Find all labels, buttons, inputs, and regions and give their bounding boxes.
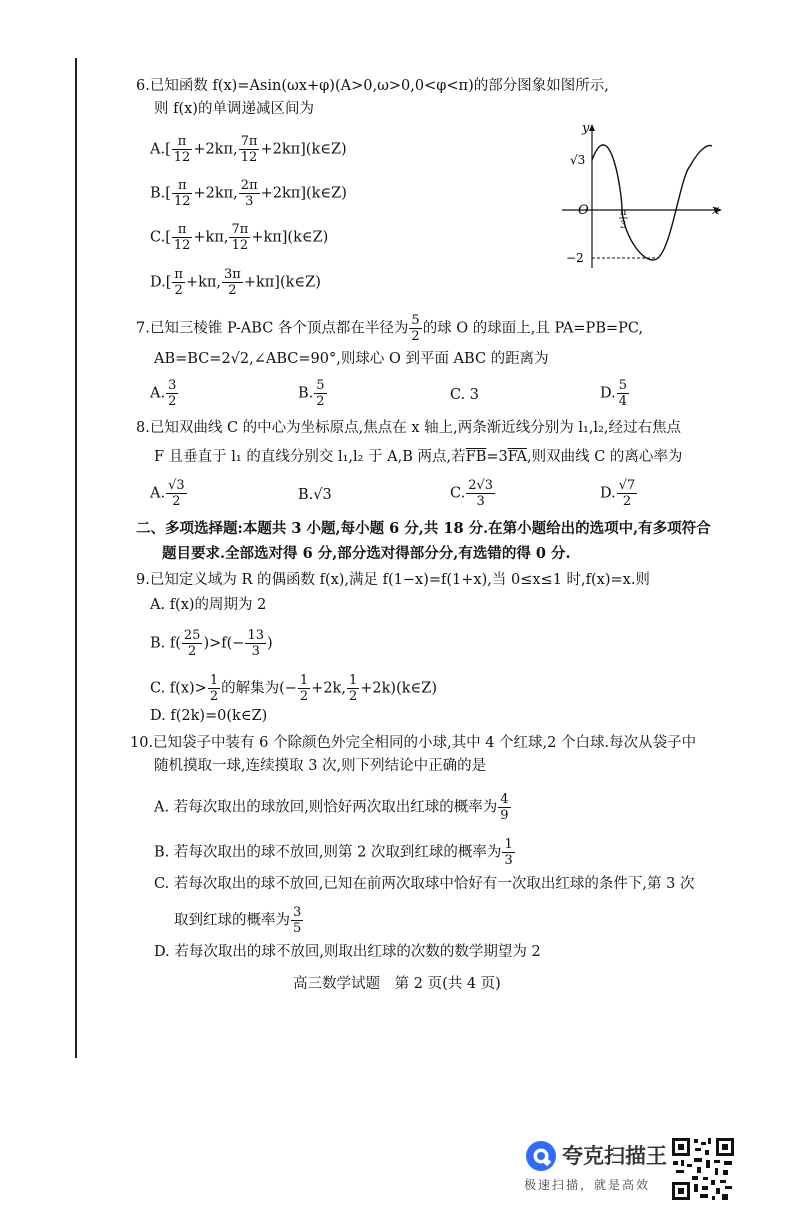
scanner-watermark: [522, 1136, 672, 1196]
q8-option-b: B.√3: [298, 487, 332, 503]
q6-stem-line2: 则 f(x)的单调递减区间为: [154, 101, 314, 117]
q7-option-a: A. $\frac{3}{2}$: [150, 378, 177, 409]
q6-option-c: C.[ $\frac{\pi}{12}$ +kπ, $\frac{7\pi}{12}$ +kπ](k∈Z): [150, 222, 329, 253]
qr-code-icon: [670, 1136, 736, 1202]
section2-heading-line1: 二、多项选择题:本题共 3 小题,每小题 6 分,共 18 分.在第小题给出的选项中,有多项符合: [136, 520, 711, 537]
y-axis-arrow-icon: [589, 124, 595, 131]
q7-option-c: C. 3: [450, 387, 480, 403]
q9-stem: 9.已知定义域为 R 的偶函数 f(x),满足 f(1−x)=f(1+x),当 0≤x≤1 时,f(x)=x.则: [136, 572, 650, 588]
q9-option-b: B. f( $\frac{25}{2}$ )>f(− $\frac{13}{3}$ ): [150, 628, 273, 659]
q10-option-a: A. 若每次取出的球放回,则恰好两次取出红球的概率为 $\frac{4}{9}$: [154, 792, 509, 823]
q9-option-a: A. f(x)的周期为 2: [150, 597, 267, 613]
q7-stem-line1: 7.已知三棱锥 P-ABC 各个顶点都在半径为 $\frac{5}{2}$ 的球 O 的球面上,且 PA=PB=PC,: [136, 313, 644, 344]
q6-option-b: B.[ $\frac{\pi}{12}$ +2kπ, $\frac{2\pi}{3}$ +2kπ](k∈Z): [150, 178, 347, 209]
q10-option-d: D. 若每次取出的球不放回,则取出红球的次数的数学期望为 2: [154, 944, 541, 960]
q10-stem-line1: 10.已知袋子中装有 6 个除颜色外完全相同的小球,其中 4 个红球,2 个白球.每次从袋子中: [130, 735, 697, 751]
quark-logo-icon: [524, 1139, 558, 1173]
section2-heading-line2: 题目要求.全部选对得 6 分,部分选对得部分分,有选错的得 0 分.: [162, 545, 571, 562]
q6-option-a: A.[ $\frac{\pi}{12}$ +2kπ, $\frac{7\pi}{12}$ +2kπ](k∈Z): [150, 134, 347, 165]
watermark-brand-name: 夸克扫描王: [562, 1144, 667, 1168]
watermark-slogan: 极速扫描，就是高效: [524, 1178, 651, 1192]
q6-stem-line1: 6.已知函数 f(x)=Asin(ωx+φ)(A>0,ω>0,0<φ<π)的部分图象如图所示,: [136, 78, 609, 94]
origin-label: O: [578, 203, 589, 218]
q8-option-d: D. $\frac{√7}{2}$: [600, 478, 636, 509]
x-axis-label: x: [712, 203, 720, 218]
x-tick-pi-den: 3: [620, 220, 627, 231]
q8-option-a: A. $\frac{√3}{2}$: [150, 478, 185, 509]
page-footer: 高三数学试题 第 2 页(共 4 页): [293, 976, 501, 992]
x-tick-pi-num: π: [620, 207, 627, 218]
q10-option-b: B. 若每次取出的球不放回,则第 2 次取到红球的概率为 $\frac{1}{3}$: [154, 837, 513, 868]
q7-option-b: B. $\frac{5}{2}$: [298, 378, 325, 409]
q9-option-c: C. f(x)> $\frac{1}{2}$ 的解集为(− $\frac{1}{2}$ +2k, $\frac{1}{2}$ +2k)(k∈Z): [150, 673, 437, 704]
y-tick-minus2: −2: [566, 251, 584, 265]
q10-option-c-line2: 取到红球的概率为 $\frac{3}{5}$: [174, 905, 302, 936]
sine-curve: [592, 145, 712, 260]
q8-stem-line1: 8.已知双曲线 C 的中心为坐标原点,焦点在 x 轴上,两条渐近线分别为 l₁,l₂,经过右焦点: [136, 420, 681, 436]
q10-option-c-line1: C. 若每次取出的球不放回,已知在前两次取球中恰好有一次取出红球的条件下,第 3 次: [154, 876, 695, 892]
binding-margin-line: [75, 58, 77, 1058]
q9-option-d: D. f(2k)=0(k∈Z): [150, 708, 268, 724]
q7-stem-line2: AB=BC=2√2,∠ABC=90°,则球心 O 到平面 ABC 的距离为: [154, 351, 549, 367]
q10-stem-line2: 随机摸取一球,连续摸取 3 次,则下列结论中正确的是: [154, 758, 487, 774]
y-tick-sqrt3: √3: [570, 153, 586, 167]
q8-stem-line2: F 且垂直于 l₁ 的直线分别交 l₁,l₂ 于 A,B 两点,若$\overline{FB}=3\overline{FA}$,则双曲线 C 的离心率为: [154, 449, 683, 465]
y-axis-label: y: [582, 121, 590, 136]
q8-option-c: C. $\frac{2√3}{3}$: [450, 478, 494, 509]
q7-option-d: D. $\frac{5}{4}$: [600, 378, 627, 409]
q6-option-d: D.[ $\frac{\pi}{2}$ +kπ, $\frac{3\pi}{2}$ +kπ](k∈Z): [150, 267, 321, 298]
q6-function-graph: [562, 118, 732, 274]
